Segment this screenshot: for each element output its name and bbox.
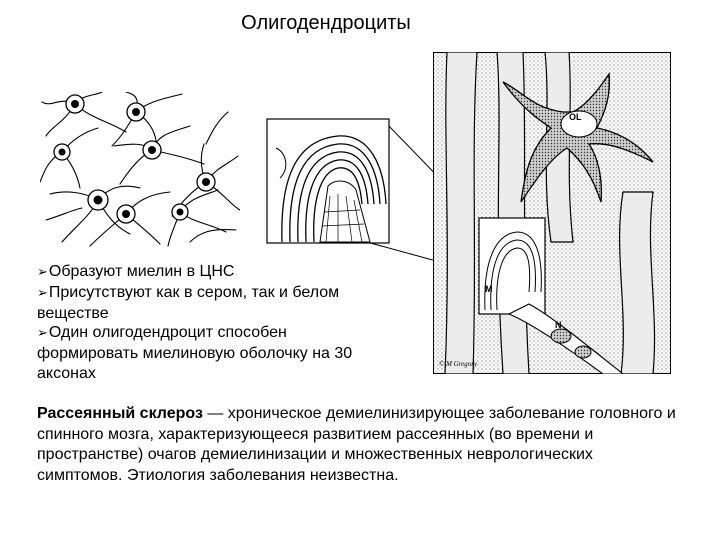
artist-signature: © M Gregory xyxy=(439,360,478,368)
bullet-list xyxy=(37,262,367,384)
arrow-bullet-icon: ➢ xyxy=(37,285,48,301)
arrow-bullet-icon: ➢ xyxy=(37,326,48,342)
page-title: Олигодендроциты xyxy=(241,12,411,34)
bullet-item: ➢Присутствуют как в сером, так и белом веществе xyxy=(37,283,340,322)
oligodendrocyte-axon-illustration xyxy=(433,52,671,374)
myelin-sheath-inset xyxy=(266,118,390,244)
arrow-bullet-icon: ➢ xyxy=(37,265,48,280)
oligodendrocyte-cells-illustration xyxy=(40,92,240,247)
label-myelin: M xyxy=(485,284,493,294)
term-multiple-sclerosis: Рассеянный склероз xyxy=(37,405,203,422)
definition-text: — хроническое демиелинизирующее заболевание головного и спинного мозга, характеризующееся развитием рассеянных (во времени и пространстве) очагов демиелинизации и множественных неврологических симптомов. Этиология заболевания неизвестна. xyxy=(37,405,676,484)
bullet-item: ➢Один олигодендроцит способен формировать миелиновую оболочку на 30 аксонах xyxy=(37,324,353,382)
label-node: N xyxy=(555,320,562,330)
label-oligodendrocyte: OL xyxy=(569,112,582,122)
multiple-sclerosis-definition xyxy=(37,404,677,486)
bullet-item: ➢Образуют миелин в ЦНС xyxy=(37,263,235,280)
